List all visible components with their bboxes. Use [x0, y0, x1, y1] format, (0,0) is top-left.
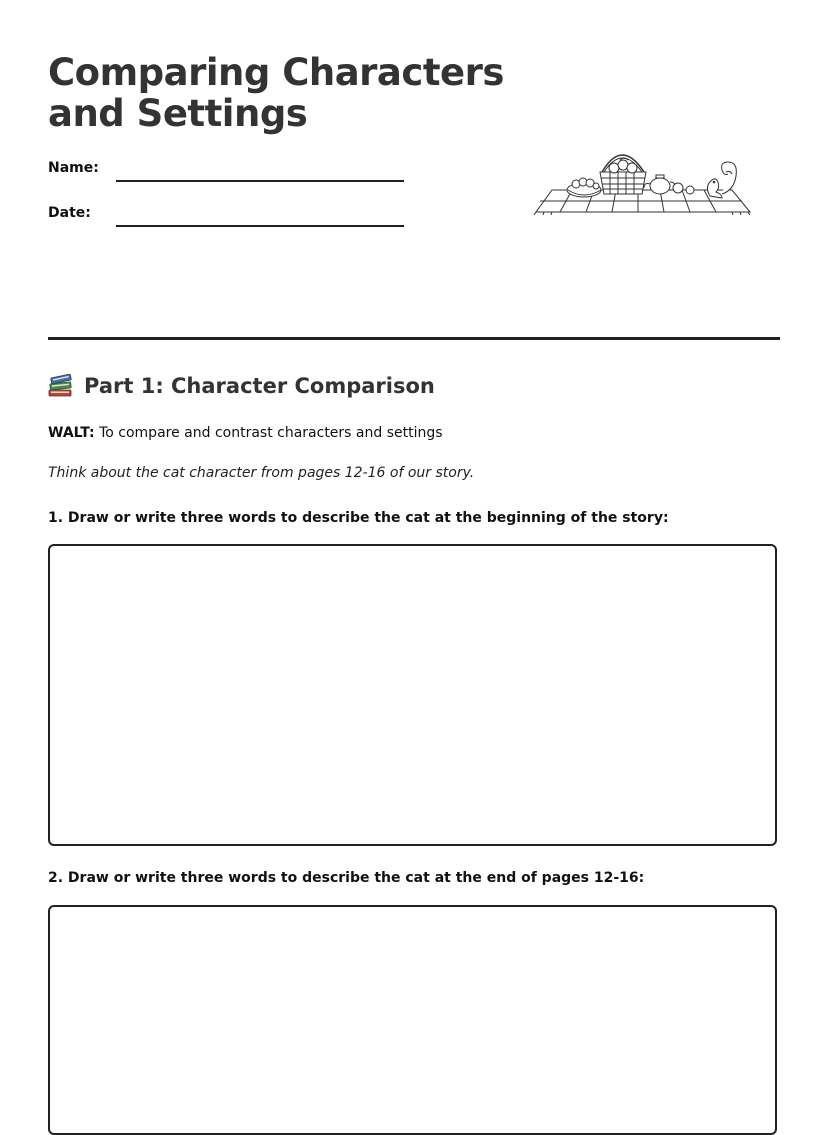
- part1-heading-text: Part 1: Character Comparison: [84, 374, 435, 398]
- question-2: 2. Draw or write three words to describe the cat at the end of pages 12-16:: [48, 870, 645, 886]
- part1-heading: [48, 374, 435, 398]
- walt-statement: [48, 425, 443, 441]
- books-icon: [48, 374, 74, 398]
- date-field[interactable]: [116, 225, 404, 227]
- question-1: 1. Draw or write three words to describe the cat at the beginning of the story:: [48, 510, 669, 526]
- walt-text: To compare and contrast characters and settings: [94, 425, 443, 441]
- date-label: Date:: [48, 205, 91, 221]
- section-divider: [48, 337, 780, 340]
- picnic-basket-illustration: [532, 138, 756, 220]
- answer-box-1[interactable]: [48, 544, 777, 846]
- answer-box-2[interactable]: [48, 905, 777, 1135]
- walt-label: WALT:: [48, 425, 95, 441]
- name-label: Name:: [48, 160, 99, 176]
- page-title: Comparing Characters and Settings: [48, 51, 504, 135]
- instruction-text: Think about the cat character from pages 12-16 of our story.: [48, 465, 475, 481]
- name-field[interactable]: [116, 180, 404, 182]
